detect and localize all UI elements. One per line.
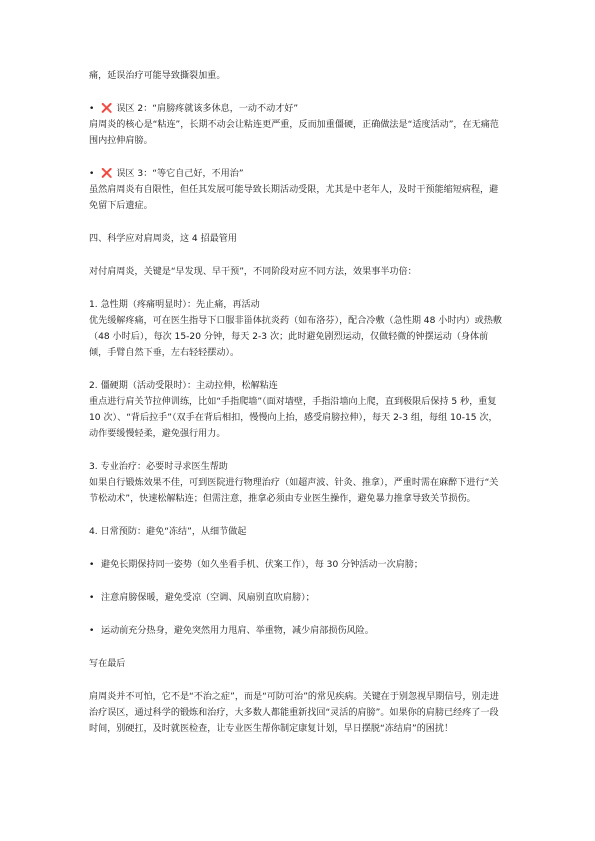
myth-title-line (89, 101, 506, 117)
section-intro: 对付肩周炎，关键是“早发现、早干预”，不同阶段对应不同方法，效果事半功倍： (89, 267, 417, 277)
cross-mark-icon: ❌ (101, 169, 113, 179)
myth-item (89, 101, 506, 149)
stage-title: 1. 急性期（疼痛明显时）：先止痛，再活动 (89, 300, 260, 310)
myth-title: 误区 3：“等它自己好，不用治” (116, 169, 244, 179)
prevention-text: 注意肩膀保暖，避免受凉（空调、风扇别直吹肩膀）； (101, 593, 315, 603)
stage-body: 优先缓解疼痛，可在医生指导下口服非甾体抗炎药（如布洛芬），配合冷敷（急性期 48 小时内）或热敷（48 小时后），每次 15-20 分钟，每天 2-3 次；此时避免剧烈运动，仅做轻微的钟摆运动（身体前倾，手臂自然下垂，左右轻轻摆动）。 (89, 316, 502, 358)
bullet-dot: • (89, 593, 95, 603)
prevention-bullet (89, 557, 506, 573)
stage-title: 4. 日常预防：避免“冻结”，从细节做起 (89, 527, 247, 537)
prevention-text: 避免长期保持同一姿势（如久坐看手机、伏案工作），每 30 分钟活动一次肩膀； (101, 560, 423, 570)
prevention-bullet (89, 590, 506, 606)
myth-body: 肩周炎的核心是“粘连”，长期不动会让粘连更严重，反而加重僵硬，正确做法是“适度活动”，在无痛范围内拉伸肩膀。 (89, 120, 499, 146)
cross-mark-icon: ❌ (101, 104, 113, 114)
section-heading: 四、科学应对肩周炎，这 4 招最管用 (89, 234, 237, 244)
bullet-dot: • (89, 104, 95, 114)
prevention-text: 运动前充分热身，避免突然用力甩肩、举重物，减少肩部损伤风险。 (101, 626, 374, 636)
myth-title-line (89, 166, 506, 182)
bullet-dot: • (89, 169, 95, 179)
stage-title: 2. 僵硬期（活动受限时）：主动拉伸，松解粘连 (89, 381, 278, 391)
prevention-bullet (89, 623, 506, 639)
intro-tail-text: 痛，延误治疗可能导致撕裂加重。 (89, 71, 226, 81)
stage-body: 如果自行锻炼效果不佳，可到医院进行物理治疗（如超声波、针灸、推拿），严重时需在麻醉下进行“关节松动术”，快速松解粘连；但需注意，推拿必须由专业医生操作，避免暴力推拿导致关节损伤。 (89, 478, 499, 504)
stage-body: 重点进行肩关节拉伸训练，比如“手指爬墙”（面对墙壁，手指沿墙向上爬，直到极限后保持 5 秒，重复 10 次）、“背后拉手”（双手在背后相扣，慢慢向上抬，感受肩膀拉伸），每天 2-3 组，每组 10-15 次，动作要缓慢轻柔，避免强行用力。 (89, 397, 498, 439)
closing-heading: 写在最后 (89, 659, 126, 669)
myth-body: 虽然肩周炎有自限性，但任其发展可能导致长期活动受限，尤其是中老年人，及时干预能缩短病程，避免留下后遗症。 (89, 185, 499, 211)
closing-body: 肩周炎并不可怕，它不是“不治之症”，而是“可防可治”的常见疾病。关键在于别忽视早期信号，别走进治疗误区，通过科学的锻炼和治疗，大多数人都能重新找回“灵活的肩膀”。如果你的肩膀已经疼了一段时间，别硬扛，及时就医检查，让专业医生帮你制定康复计划，早日摆脱“冻结肩”的困扰！ (89, 692, 499, 734)
stage-title: 3. 专业治疗：必要时寻求医生帮助 (89, 462, 228, 472)
bullet-dot: • (89, 626, 95, 636)
myth-item (89, 166, 506, 214)
myth-title: 误区 2：“肩膀疼就该多休息，一动不动才好” (116, 104, 299, 114)
bullet-dot: • (89, 560, 95, 570)
